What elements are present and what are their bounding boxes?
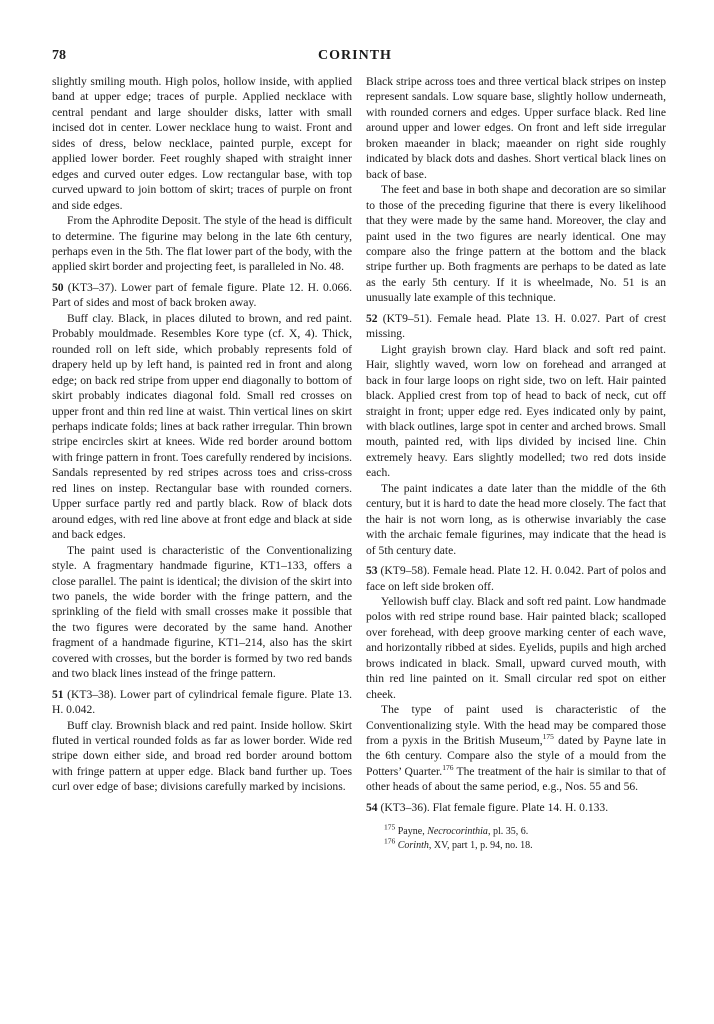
text-span: The treatment of the hair is similar to that of other heads of about the same period, e.g., Nos. 55 and 56. — [366, 764, 666, 794]
paragraph — [366, 702, 666, 795]
catalog-entry-53 — [366, 563, 666, 594]
footnote-text: , pl. 35, 6. — [487, 826, 529, 838]
entry-heading: (KT3–36). Flat female figure. Plate 14. H. 0.133. — [377, 800, 609, 814]
paragraph: Buff clay. Brownish black and red paint. Inside hollow. Skirt fluted in vertical rounded folds as far as lower border. Wide red stripe down either side, and broad red border around bottom with fringe pattern at upper edge. Black band further up. Toes curl over edge of base; divisions carefully marked by incisions. — [52, 718, 352, 794]
running-title: CORINTH — [318, 48, 392, 63]
paragraph: Yellowish buff clay. Black and soft red paint. Low handmade polos with red stripe round base. Hair painted black; scalloped over forehead, with deep groove marking center of each wave, and horizontally ribbed at sides. Eyelids, pupils and high arched brows indicated in black. Small, upward curved mouth, with thin red line painted on it. Small circular red spot on either cheek. — [366, 594, 666, 701]
footnote-text: , XV, part 1, p. 94, no. 18. — [428, 839, 533, 851]
catalog-entry-52 — [366, 311, 666, 342]
paragraph: Black stripe across toes and three vertical black stripes on instep represent sandals. Low square base, slightly hollow underneath, with rounded corners and edges. Upper surface black. Red line around upper and lower edges. On front and left side irregular broken maeander in black; maeander on right side roughly indicated by black dots and dashes. Short vertical black lines on back of base. — [366, 75, 666, 181]
footnote-175 — [384, 822, 666, 839]
entry-heading: (KT9–58). Female head. Plate 12. H. 0.042. Part of polos and face on left side broken off. — [366, 564, 666, 593]
entry-number: 53 — [366, 564, 378, 578]
paragraph: Light grayish brown clay. Hard black and soft red paint. Hair, slightly waved, worn low on forehead and arranged at back in four large loops on right side, two on left. Hair painted black. Applied crest from top of head to back of neck, cut off straight in front; upper edge red. Eyes indicated only by paint, with black outlines, large spot in center and arched brows. Small mouth, painted red, with lips divided by incised line. Chin extremely heavy. Ears slightly modelled; two red dots inside each. — [366, 342, 666, 480]
entry-number: 51 — [52, 687, 64, 701]
paragraph: slightly smiling mouth. High polos, hollow inside, with applied band at upper edge; traces of purple. Applied necklace with central pendant and large shoulder disks, latter with small incised dot in center. Lower necklace hung to waist. Front and sides of dress, below necklace, painted purple, except for applied lower border. Feet roughly shaped with straight inner edges and curved outer edges. Low rectangular base, with top curved upward to join bottom of skirt; traces of purple on front and side edges. — [52, 75, 352, 212]
page-number: 78 — [52, 48, 66, 63]
footnote-number: 175 — [384, 822, 396, 832]
entry-number: 54 — [366, 800, 378, 814]
footnotes — [366, 822, 666, 852]
catalog-entry-50 — [52, 280, 352, 311]
entry-number: 50 — [52, 280, 64, 294]
text-span: The type of paint used is characteristic of the Conventionalizing style. With the head may be compared those from a pyxis in the British Museum, — [366, 703, 666, 748]
catalog-entry-51 — [52, 687, 352, 718]
footnote-ref-175: 175 — [542, 732, 554, 742]
paragraph: The paint indicates a date later than the middle of the 6th century, but it is hard to date the head more closely. The fact that the hair is not worn long, as is otherwise invariably the case with the archaic female figurines, may indicate that the head is of 5th century date. — [366, 481, 666, 557]
footnote-title: Necrocorinthia — [427, 826, 488, 838]
running-header — [52, 48, 658, 68]
footnote-title: Corinth — [395, 839, 429, 851]
footnote-ref-176: 176 — [442, 763, 454, 773]
paragraph: The feet and base in both shape and decoration are so similar to those of the preceding figurine that there is every likelihood that they were made by the same hand. Moreover, the clay and paint used in the two figures are nearly identical. One may compare also the fringe pattern at the bottom and the black stripe further up. Both fragments are perhaps to be dated as late as the early 5th century. If it is wheelmade, No. 51 is an unusually late example of this technique. — [366, 183, 666, 305]
entry-heading: (KT3–38). Lower part of cylindrical female figure. Plate 13. H. 0.042. — [52, 687, 352, 717]
entry-heading: (KT9–51). Female head. Plate 13. H. 0.027. Part of crest missing. — [366, 311, 666, 341]
right-column — [366, 74, 666, 852]
left-column — [52, 74, 352, 795]
paragraph: From the Aphrodite Deposit. The style of the head is difficult to determine. The figurine may belong in the late 6th century, perhaps even in the 5th. The flat lower part of the body, with the applied skirt border and projecting feet, is paralleled in No. 48. — [52, 214, 352, 274]
paragraph: Buff clay. Black, in places diluted to brown, and red paint. Probably mouldmade. Resembles Kore type (cf. X, 4). Thick, rounded roll on left side, which probably represents fold of drapery held up by left hand, is painted red in front and along edge; on back red stripe from upper end diagonally to bottom of skirt probably indicates diagonal fold. Small red crosses on upper front and thin red line at waist. Thin vertical lines on skirt perhaps indicate folds; lines at back rather irregular. Thin brown stripe encircles skirt at knees. Wide red border around bottom with fringe pattern in front. Toes carefully rendered by incisions. Sandals represented by red stripes across toes and criss-cross red lines on instep. Rectangular base with rounded corners. Upper surface partly red and partly black. Row of black dots around edges, with red line above at front edge and black at side and back edges. — [52, 311, 352, 542]
entry-heading: (KT3–37). Lower part of female figure. Plate 12. H. 0.066. Part of sides and most of back broken away. — [52, 280, 352, 310]
footnote-176 — [384, 836, 666, 853]
catalog-entry-54 — [366, 800, 666, 815]
paragraph: The paint used is characteristic of the Conventionalizing style. A fragmentary handmade figurine, KT1–133, offers a close parallel. The paint is identical; the division of the skirt into two panels, the wide border with the fringe pattern, and the sprinkling of the field with small crosses make it possible that the two figures were decorated by the same hand. Another fragment of a handmade figurine, KT1–214, also has the skirt covered with crosses, but the border is formed by two red bands and two black lines instead of the fringe pattern. — [52, 543, 352, 681]
entry-number: 52 — [366, 311, 378, 325]
footnote-number: 176 — [384, 836, 396, 846]
footnote-text: Payne, — [395, 826, 428, 838]
text-span: dated by Payne late in the 6th century. Compare also the style of a mould from the Potters’ Quarter. — [366, 734, 667, 778]
